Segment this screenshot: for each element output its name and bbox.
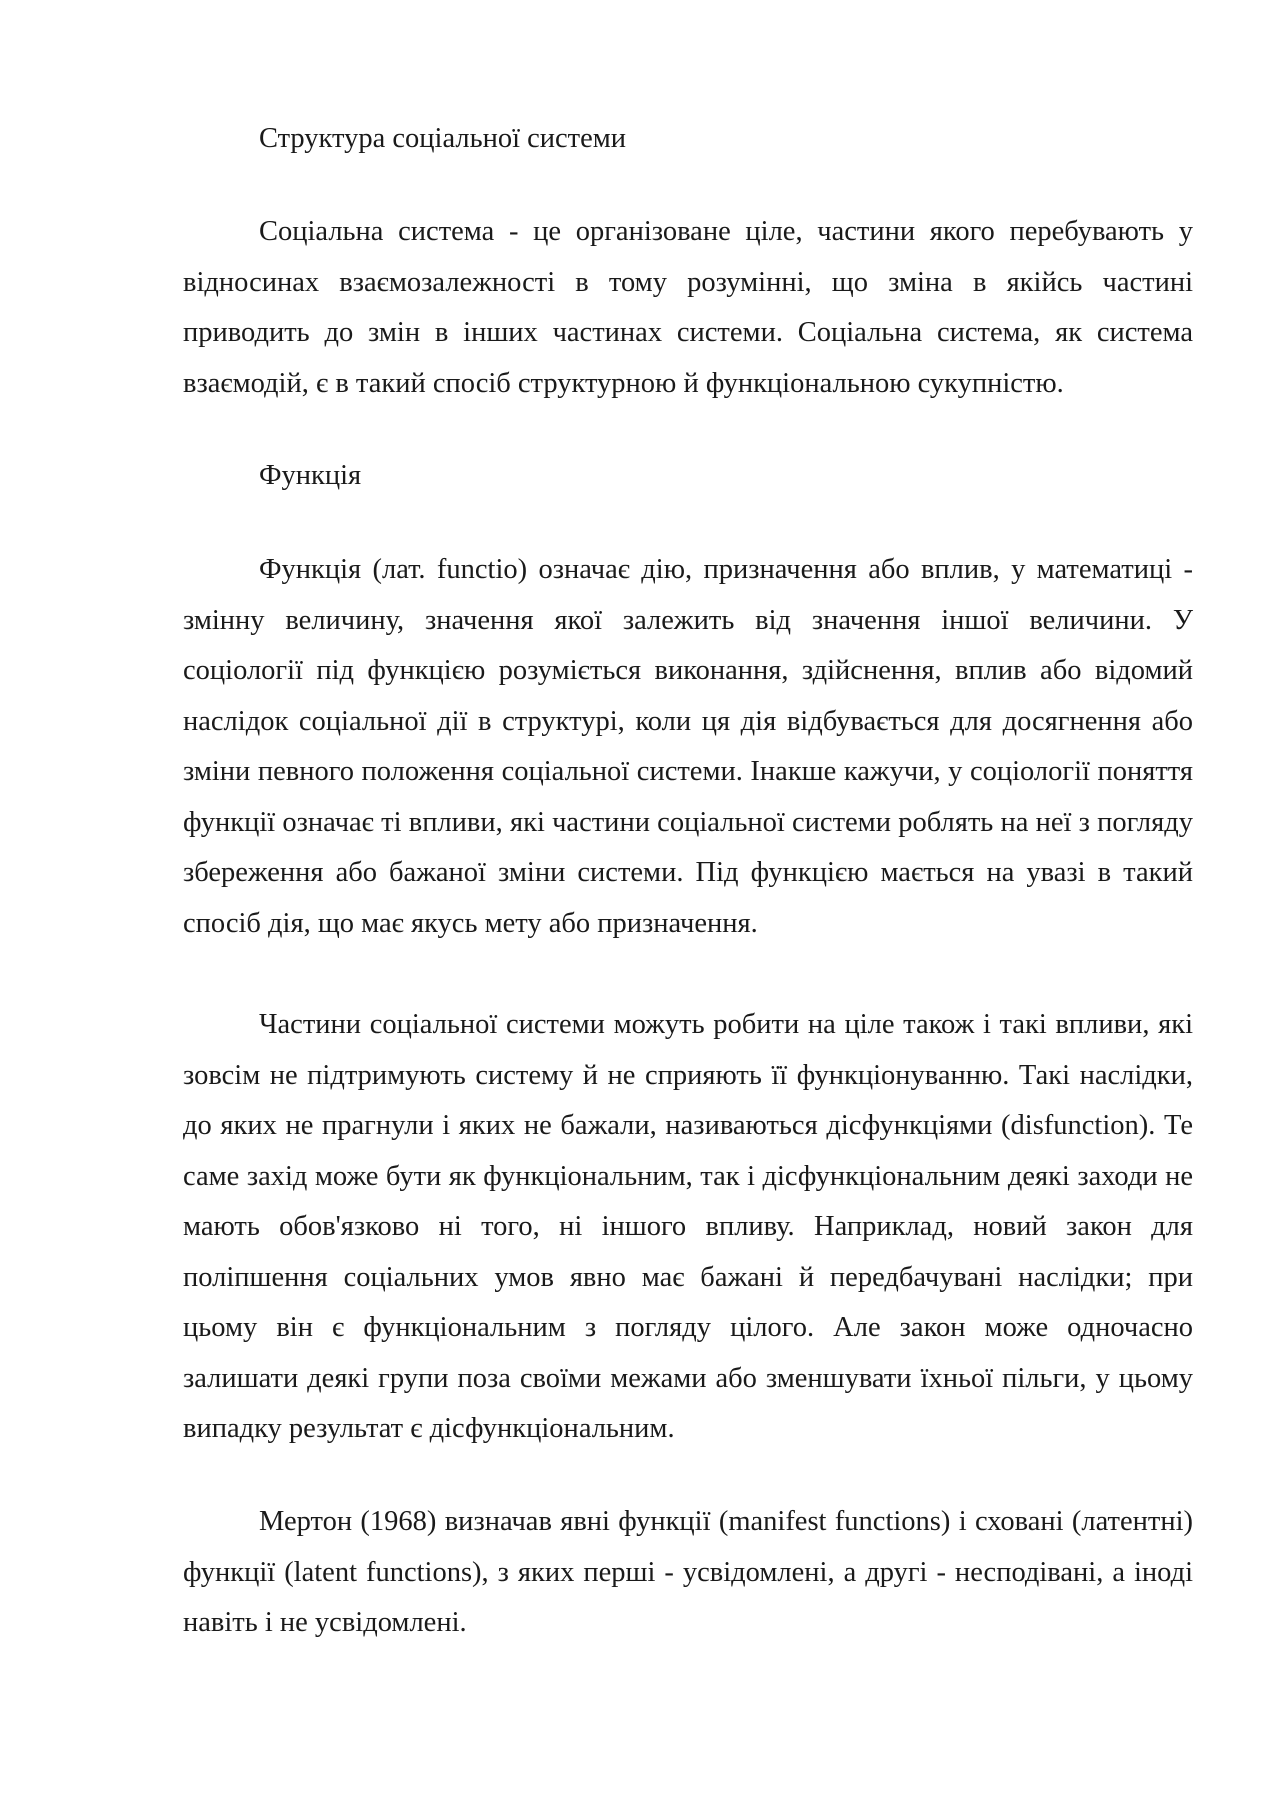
- paragraph-merton-functions: Мертон (1968) визначав явні функції (manifest functions) і сховані (латентні) функції (latent functions), з яких перші - усвідомлені, а другі - несподівані, а іноді навіть і не усвідомлені.: [183, 1506, 1193, 1638]
- paragraph-dysfunctions: Частини соціальної системи можуть робити на ціле також і такі впливи, які зовсім не підтримують систему й не сприяють її функціонуванню. Такі наслідки, до яких не прагнули і яких не бажали, називаються дісфункціями (disfunction). Те саме захід може бути як функціональним, так і дісфункціональним деякі заходи не мають обов'язково ні того, ні іншого впливу. Наприклад, новий закон для поліпшення соціальних умов явно має бажані й передбачувані наслідки; при цьому він є функціональним з погляду цілого. Але закон може одночасно залишати деякі групи поза своїми межами або зменшувати їхньої пільги, у цьому випадку результат є дісфункціональним.: [183, 1009, 1193, 1444]
- paragraph-social-system-definition: Соціальна система - це організоване ціле, частини якого перебувають у відносинах взаємозалежності в тому розумінні, що зміна в якійсь частині приводить до змін в інших частинах системи. Соціальна система, як система взаємодій, є в такий спосіб структурною й функціональною сукупністю.: [183, 216, 1193, 399]
- paragraph-function-definition: Функція (лат. functio) означає дію, призначення або вплив, у математиці - змінну величину, значення якої залежить від значення іншої величини. У соціології під функцією розуміється виконання, здійснення, вплив або відомий наслідок соціальної дії в структурі, коли ця дія відбувається для досягнення або зміни певного положення соціальної системи. Інакше кажучи, у соціології поняття функції означає ті впливи, які частини соціальної системи роблять на неї з погляду збереження або бажаної зміни системи. Під функцією мається на увазі в такий спосіб дія, що має якусь мету або призначення.: [183, 554, 1193, 939]
- section-title: Структура соціальної системи: [259, 123, 627, 154]
- function-heading: Функція: [259, 460, 362, 491]
